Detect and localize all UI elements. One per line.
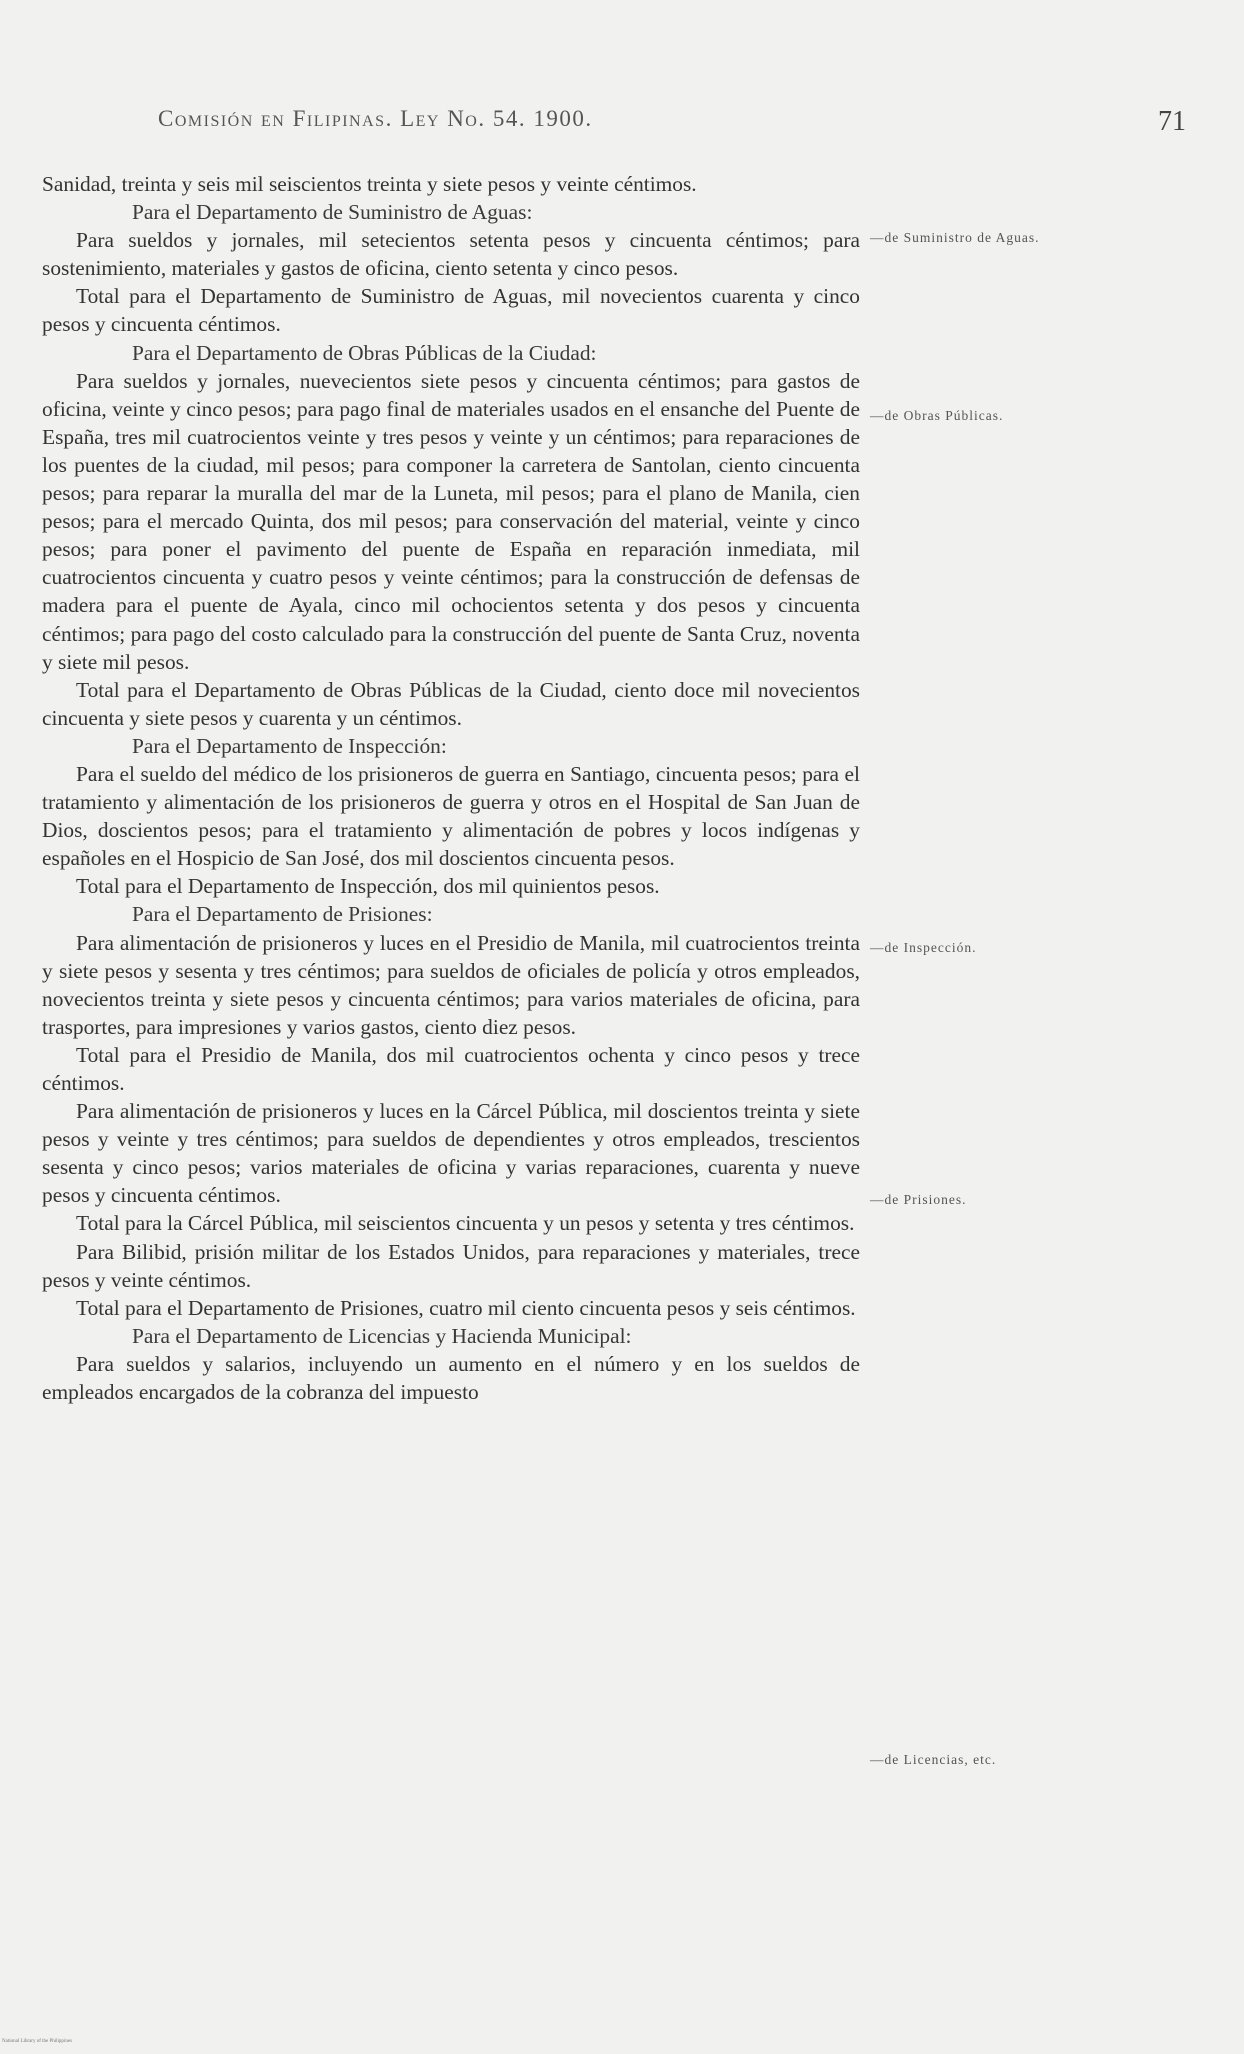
paragraph: Total para la Cárcel Pública, mil seiscientos cincuenta y un pesos y setenta y tres céntimos. [76,1211,855,1236]
paragraph: Para sueldos y jornales, nuevecientos siete pesos y cincuenta céntimos; para gastos de oficina, veinte y cinco pesos; para pago final de materiales usados en el ensanche del Puente de España, tres mil cuatrocientos veinte y tres pesos y veinte y un céntimos; para reparaciones de los puentes de la ciudad, mil pesos; para componer la carretera de Santolan, ciento cincuenta pesos; para reparar la muralla del mar de la Luneta, mil pesos; para el plano de Manila, cien pesos; para el mercado Quinta, dos mil pesos; para conservación del material, veinte y cinco pesos; para poner el pavimento del puente de España en reparación inmediata, mil cuatrocientos cincuenta y cuatro pesos y veinte céntimos; para la construcción de defensas de madera para el puente de Ayala, cinco mil ochocientos setenta y dos pesos y cincuenta céntimos; para pago del costo calculado para la construcción del puente de Santa Cruz, noventa y siete mil pesos. [42,368,860,674]
section-heading: Para el Departamento de Suministro de Aguas: [132,200,533,225]
marginal-note-obras-publicas: —de Obras Públicas. [870,408,1004,423]
paragraph: Para sueldos y jornales, mil setecientos setenta pesos y cincuenta céntimos; para sostenimiento, materiales y gastos de oficina, ciento setenta y cinco pesos. [42,228,860,281]
paragraph: Sanidad, treinta y seis mil seiscientos treinta y siete pesos y veinte céntimos. [42,172,697,196]
paragraph: Total para el Departamento de Suministro de Aguas, mil novecientos cuarenta y cinco pesos y cincuenta céntimos. [42,284,860,337]
paragraph: Para el sueldo del médico de los prisioneros de guerra en Santiago, cincuenta pesos; para el tratamiento y alimentación de los prisioneros de guerra y otros en el Hospital de San Juan de Dios, doscientos pesos; para el tratamiento y alimentación de pobres y locos indígenas y españoles en el Hospicio de San José, dos mil doscientos cincuenta pesos. [42,761,860,871]
marginal-note-prisiones: —de Prisiones. [870,1192,967,1207]
section-heading: Para el Departamento de Inspección: [132,733,447,758]
paragraph: Para Bilibid, prisión militar de los Estados Unidos, para reparaciones y materiales, trece pesos y veinte céntimos. [42,1239,860,1292]
marginal-note-licencias: —de Licencias, etc. [870,1752,997,1767]
section-heading: Para el Departamento de Obras Públicas de la Ciudad: [132,340,597,365]
section-heading: Para el Departamento de Licencias y Hacienda Municipal: [132,1323,632,1348]
marginal-note-aguas: —de Suministro de Aguas. [870,230,1040,245]
body-text [42,170,860,1406]
paragraph: Total para el Departamento de Inspección, dos mil quinientos pesos. [76,874,660,899]
paragraph: Para sueldos y salarios, incluyendo un aumento en el número y en los sueldos de empleados encargados de la cobranza del impuesto [42,1351,860,1405]
paragraph: Para alimentación de prisioneros y luces en el Presidio de Manila, mil cuatrocientos treinta y siete pesos y sesenta y tres céntimos; para sueldos de oficiales de policía y otros empleados, novecientos treinta y siete pesos y cincuenta céntimos; para varios materiales de oficina, para trasportes, para impresiones y varios gastos, ciento diez pesos. [42,930,860,1039]
section-heading: Para el Departamento de Prisiones: [132,902,433,927]
paragraph: Total para el Presidio de Manila, dos mil cuatrocientos ochenta y cinco pesos y trece céntimos. [42,1042,860,1095]
running-head: Comisión en Filipinas. Ley No. 54. 1900. [158,106,593,131]
marginal-note-inspeccion: —de Inspección. [870,940,977,955]
page-number: 71 [1158,106,1186,137]
paragraph: Para alimentación de prisioneros y luces en la Cárcel Pública, mil doscientos treinta y siete pesos y veinte y tres céntimos; para sueldos de dependientes y otros empleados, trescientos sesenta y cinco pesos; varios materiales de oficina y varias reparaciones, cuarenta y nueve pesos y cincuenta céntimos. [42,1099,860,1208]
page-header [0,106,1244,146]
paragraph: Total para el Departamento de Obras Públicas de la Ciudad, ciento doce mil novecientos cincuenta y siete pesos y cuarenta y un céntimos. [42,677,860,730]
paragraph: Total para el Departamento de Prisiones, cuatro mil ciento cincuenta pesos y seis céntimos. [76,1295,856,1320]
scan-credit: National Library of the Philippines [2,2039,72,2044]
